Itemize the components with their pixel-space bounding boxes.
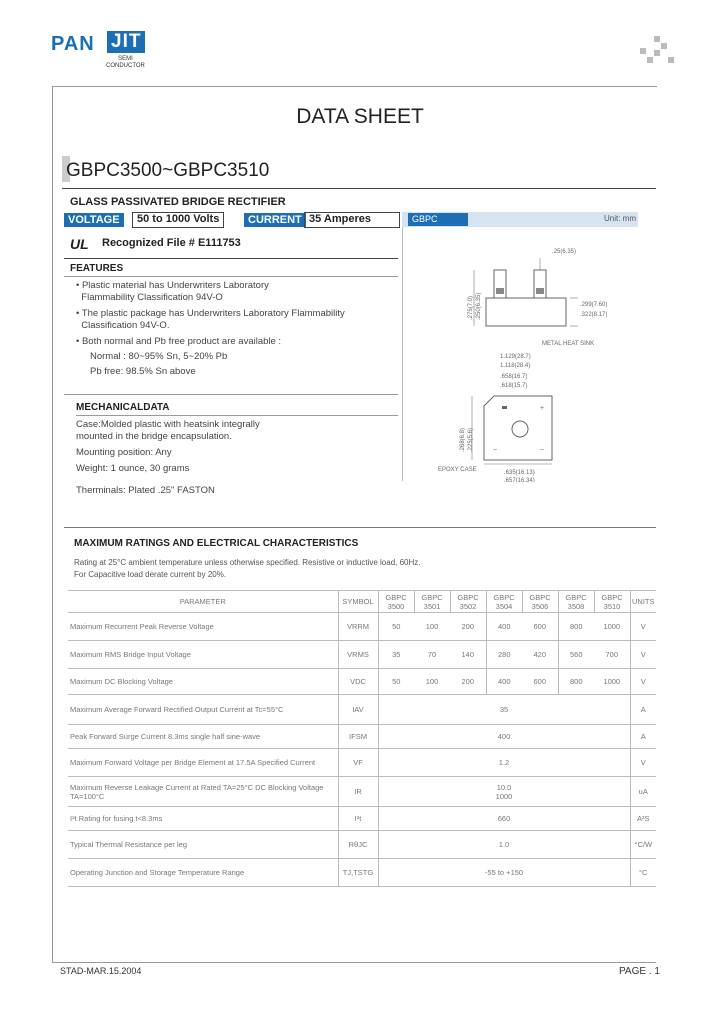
dim-text: .275(7.0) [468,295,474,320]
row-symbol: VF [338,749,378,777]
row-value: 400 [486,613,522,641]
row-symbol: VRMS [338,641,378,669]
feature-item: Normal : 80~95% Sn, 5~20% Pb [90,351,228,362]
ratings-note-2: For Capacitive load derate current by 20%. [74,570,227,579]
mech-mounting: Mounting position: Any [76,447,172,458]
row-param: Maximum Reverse Leakage Current at Rated TA=25°C DC Blocking Voltage TA=100°C [68,777,338,807]
table-row [68,777,656,807]
dim-text: .25(6.35) [552,249,577,255]
row-value [378,777,630,807]
row-units: °C/W [630,831,656,859]
dim-text: .250(6.35) [476,292,482,320]
row-symbol: VRRM [338,613,378,641]
row-value: 560 [558,641,594,669]
dim-text: .635(16.13) [504,470,535,476]
row-value: 600 [522,613,558,641]
row-value: 200 [450,669,486,695]
top-view [472,396,552,464]
row-units: A [630,725,656,749]
product-subtitle: GLASS PASSIVATED BRIDGE RECTIFIER [70,196,286,208]
row-value: 400 [378,725,630,749]
row-value-line: 1000 [495,791,513,801]
current-value: 35 Amperes [304,212,400,228]
row-value: 600 [522,669,558,695]
dim-text: 1.129(28.7) [500,354,531,360]
row-value: 35 [378,695,630,725]
mechanical-heading: MECHANICALDATA [76,402,170,413]
row-param: Maximum Recurrent Peak Reverse Voltage [68,613,338,641]
part-number: GBPC3500~GBPC3510 [66,160,270,181]
row-param: Maximum Average Forward Rectified Output Current at Tc=55°C [68,695,338,725]
row-value: 660 [378,807,630,831]
row-value: 1.2 [378,749,630,777]
ratings-heading: MAXIMUM RATINGS AND ELECTRICAL CHARACTERISTICS [74,538,359,549]
feature-item: • Plastic material has Underwriters Laboratory [76,280,269,291]
dim-text: EPOXY CASE [438,467,477,473]
row-param: Maximum RMS Bridge Input Voltage [68,641,338,669]
col-model: GBPC 3510 [594,591,630,613]
row-value: 800 [558,669,594,695]
row-value: 1000 [594,669,630,695]
dim-text: METAL HEAT SINK [542,341,595,347]
mech-rule-2 [76,415,398,416]
package-name: GBPC [408,213,468,226]
table-row [68,859,656,887]
row-value: 400 [486,669,522,695]
side-view [474,258,578,326]
logo-pan: PAN [51,33,95,55]
table-row [68,807,656,831]
row-value: 1.0 [378,831,630,859]
footer-rule [52,962,656,963]
dim-text: .268(6.8) [460,427,466,452]
row-units: V [630,669,656,695]
recognized-file: Recognized File # E111753 [102,237,241,249]
row-value: 420 [522,641,558,669]
col-model: GBPC 3508 [558,591,594,613]
row-param: Maximum DC Blocking Voltage [68,669,338,695]
features-rule [64,258,398,259]
dim-text: .299(7.60) [580,302,608,308]
row-symbol: IAV [338,695,378,725]
logo-subtitle [106,56,145,70]
row-value: 200 [450,613,486,641]
decor-dots-icon [640,36,674,66]
feature-item: Pb free: 98.5% Sn above [90,366,196,377]
divider [62,188,656,189]
table-row [68,695,656,725]
row-units: A [630,695,656,725]
col-model: GBPC 3502 [450,591,486,613]
table-row [68,831,656,859]
dim-text: 1.118(28.4) [500,363,531,369]
ratings-rule [64,527,656,528]
svg-text:+: + [540,405,545,412]
dim-text: .658(16.7) [500,374,528,380]
col-model: GBPC 3500 [378,591,414,613]
row-units: V [630,613,656,641]
footer-page: PAGE . 1 [619,966,660,977]
package-diagram [402,228,638,482]
row-symbol: VDC [338,669,378,695]
features-rule-2 [64,276,398,277]
mech-case-1: Case:Molded plastic with heatsink integrally [76,419,260,430]
page-title: DATA SHEET [296,105,424,128]
row-value: 100 [414,613,450,641]
dim-text: .322(8.17) [580,312,608,318]
row-param: Typical Thermal Resistance per leg [68,831,338,859]
row-units: A²S [630,807,656,831]
row-param: Maximum Forward Voltage per Bridge Element at 17.5A Specified Current [68,749,338,777]
mech-terminals: Therminals: Plated .25" FASTON [76,485,215,496]
row-value: 50 [378,669,414,695]
mech-weight: Weight: 1 ounce, 30 grams [76,463,190,474]
ratings-note-1: Rating at 25°C ambient temperature unless otherwise specified. Resistive or inductive load, 60Hz. [74,558,421,567]
current-label: CURRENT [244,213,306,227]
col-model: GBPC 3504 [486,591,522,613]
col-units: UNITS [630,591,656,613]
table-row [68,613,656,641]
row-value: 100 [414,669,450,695]
row-value: 700 [594,641,630,669]
feature-item: • Both normal and Pb free product are available : [76,336,282,347]
mech-rule [64,394,398,395]
feature-item: • The plastic package has Underwriters Laboratory Flammability [76,308,345,319]
ratings-table [68,590,656,887]
row-symbol: RθJC [338,831,378,859]
table-row [68,669,656,695]
col-symbol: SYMBOL [338,591,378,613]
ul-logo-icon: UL [70,236,89,252]
row-units: V [630,749,656,777]
logo-sub-conductor: CONDUCTOR [106,63,145,69]
svg-text:~: ~ [540,447,545,454]
table-row [68,749,656,777]
row-value: -55 to +150 [378,859,630,887]
row-symbol: TJ,TSTG [338,859,378,887]
features-heading: FEATURES [70,263,124,274]
row-symbol: IR [338,777,378,807]
feature-item: Classification 94V-O. [76,320,170,331]
row-units: uA [630,777,656,807]
col-model: GBPC 3506 [522,591,558,613]
package-unit: Unit: mm [604,214,636,223]
row-param: I²t Rating for fusing t<8.3ms [68,807,338,831]
row-symbol: I²t [338,807,378,831]
row-symbol: IFSM [338,725,378,749]
row-value: 50 [378,613,414,641]
col-model: GBPC 3501 [414,591,450,613]
row-param: Peak Forward Surge Current 8.3ms single half sine-wave [68,725,338,749]
dim-text: .618(15.7) [500,383,528,389]
logo-jit: JIT [107,31,145,53]
svg-text:~: ~ [493,447,498,454]
row-value: 1000 [594,613,630,641]
table-row [68,641,656,669]
col-parameter: PARAMETER [68,591,338,613]
row-value-line: 10.0 [496,782,512,792]
voltage-value: 50 to 1000 Volts [132,212,224,228]
row-units: V [630,641,656,669]
dim-text: .657(16.34) [504,478,535,482]
row-value: 280 [486,641,522,669]
footer-date: STAD-MAR.15.2004 [60,966,142,976]
logo-sub-semi: SEMI [118,56,133,62]
feature-item: Flammability Classification 94V-O [76,292,223,303]
row-value: 140 [450,641,486,669]
table-header [68,591,656,613]
dim-text: .225(5.6) [468,427,474,452]
row-value: 35 [378,641,414,669]
voltage-label: VOLTAGE [64,213,124,227]
row-units: °C [630,859,656,887]
table-row [68,725,656,749]
row-value: 70 [414,641,450,669]
mech-case-2: mounted in the bridge encapsulation. [76,431,232,442]
row-param: Operating Junction and Storage Temperature Range [68,859,338,887]
row-value: 800 [558,613,594,641]
